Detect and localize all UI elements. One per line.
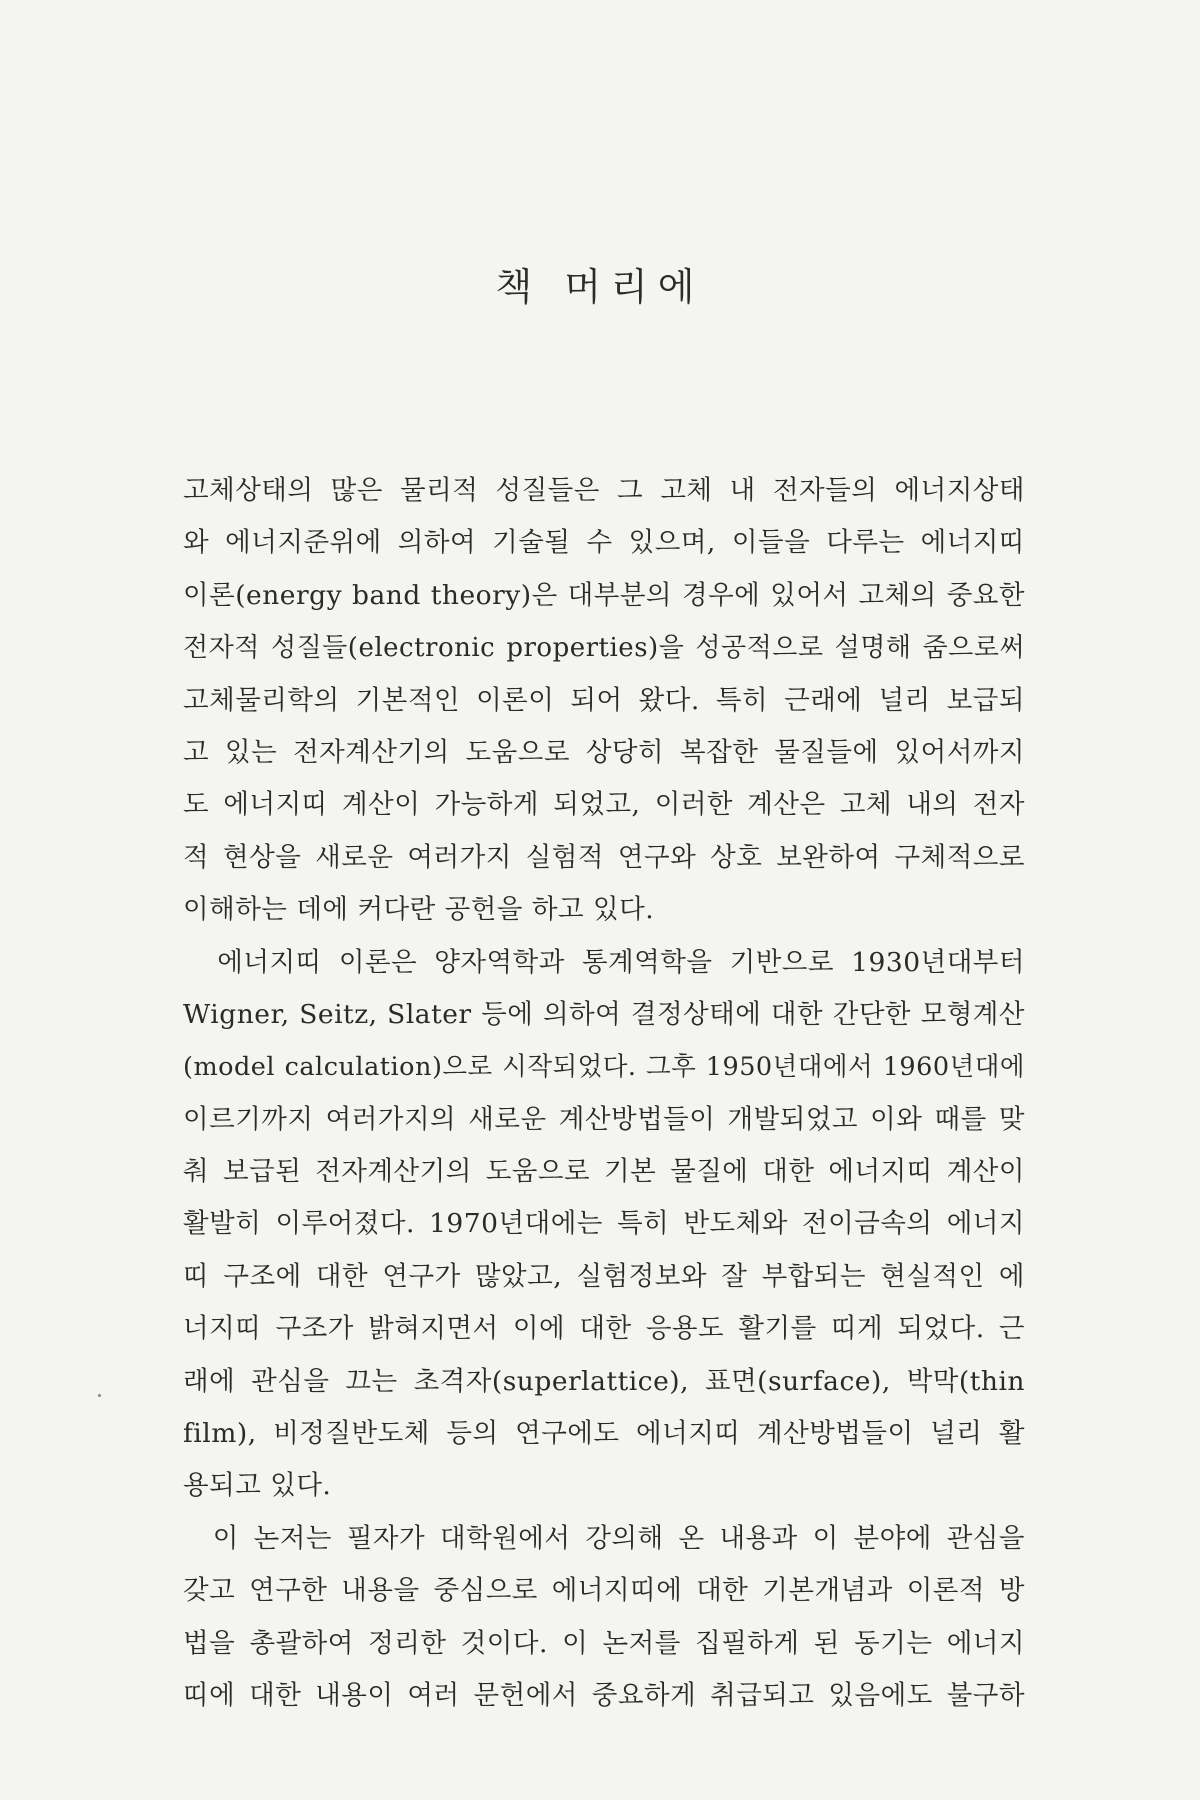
- preface-body: [183, 465, 1025, 1722]
- text-line: 적 현상을 새로운 여러가지 실험적 연구와 상호 보완하여 구체적으로: [183, 841, 1025, 873]
- text-line: 와 에너지준위에 의하여 기술될 수 있으며, 이들을 다루는 에너지띠: [183, 527, 1025, 559]
- text-line: 춰 보급된 전자계산기의 도움으로 기본 물질에 대한 에너지띠 계산이: [183, 1156, 1025, 1188]
- text-line: 고체상태의 많은 물리적 성질들은 그 고체 내 전자들의 에너지상태: [183, 475, 1025, 506]
- text-line: 이 논저는 필자가 대학원에서 강의해 온 내용과 이 분야에 관심을: [183, 1522, 1025, 1554]
- text-line: 도 에너지띠 계산이 가능하게 되었고, 이러한 계산은 고체 내의 전자: [183, 789, 1025, 821]
- text-line: 활발히 이루어졌다. 1970년대에는 특히 반도체와 전이금속의 에너지: [183, 1208, 1025, 1240]
- text-line: 에너지띠 이론은 양자역학과 통계역학을 기반으로 1930년대부터: [183, 946, 1025, 978]
- text-line: 고 있는 전자계산기의 도움으로 상당히 복잡한 물질들에 있어서까지: [183, 736, 1025, 768]
- page-title: 책 머리에: [495, 265, 705, 309]
- text-line: 이론(energy band theory)은 대부분의 경우에 있어서 고체의 중요한: [183, 579, 1025, 611]
- text-line: 띠에 대한 내용이 여러 문헌에서 중요하게 취급되고 있음에도 불구하: [183, 1679, 1025, 1711]
- text-line: 용되고 있다.: [183, 1470, 332, 1502]
- text-line: 이해하는 데에 커다란 공헌을 하고 있다.: [183, 894, 655, 926]
- text-line: film), 비정질반도체 등의 연구에도 에너지띠 계산방법들이 널리 활: [183, 1418, 1025, 1450]
- text-line: 이르기까지 여러가지의 새로운 계산방법들이 개발되었고 이와 때를 맞: [183, 1103, 1025, 1135]
- text-line: Wigner, Seitz, Slater 등에 의하여 결정상태에 대한 간단한 모형계산: [183, 998, 1025, 1030]
- text-line: 래에 관심을 끄는 초격자(superlattice), 표면(surface), 박막(thin: [183, 1365, 1025, 1397]
- text-line: 띠 구조에 대한 연구가 많았고, 실험정보와 잘 부합되는 현실적인 에: [183, 1260, 1025, 1292]
- text-line: 고체물리학의 기본적인 이론이 되어 왔다. 특히 근래에 널리 보급되: [183, 684, 1025, 716]
- text-line: 전자적 성질들(electronic properties)을 성공적으로 설명해 줌으로써: [183, 633, 1025, 664]
- text-line: (model calculation)으로 시작되었다. 그후 1950년대에서 1960년대에: [183, 1052, 1025, 1083]
- text-line: 갖고 연구한 내용을 중심으로 에너지띠에 대한 기본개념과 이론적 방: [183, 1575, 1025, 1607]
- text-line: 법을 총괄하여 정리한 것이다. 이 논저를 집필하게 된 동기는 에너지: [183, 1627, 1025, 1659]
- stray-ink-dot: [98, 1394, 101, 1397]
- text-line: 너지띠 구조가 밝혀지면서 이에 대한 응용도 활기를 띠게 되었다. 근: [183, 1313, 1025, 1345]
